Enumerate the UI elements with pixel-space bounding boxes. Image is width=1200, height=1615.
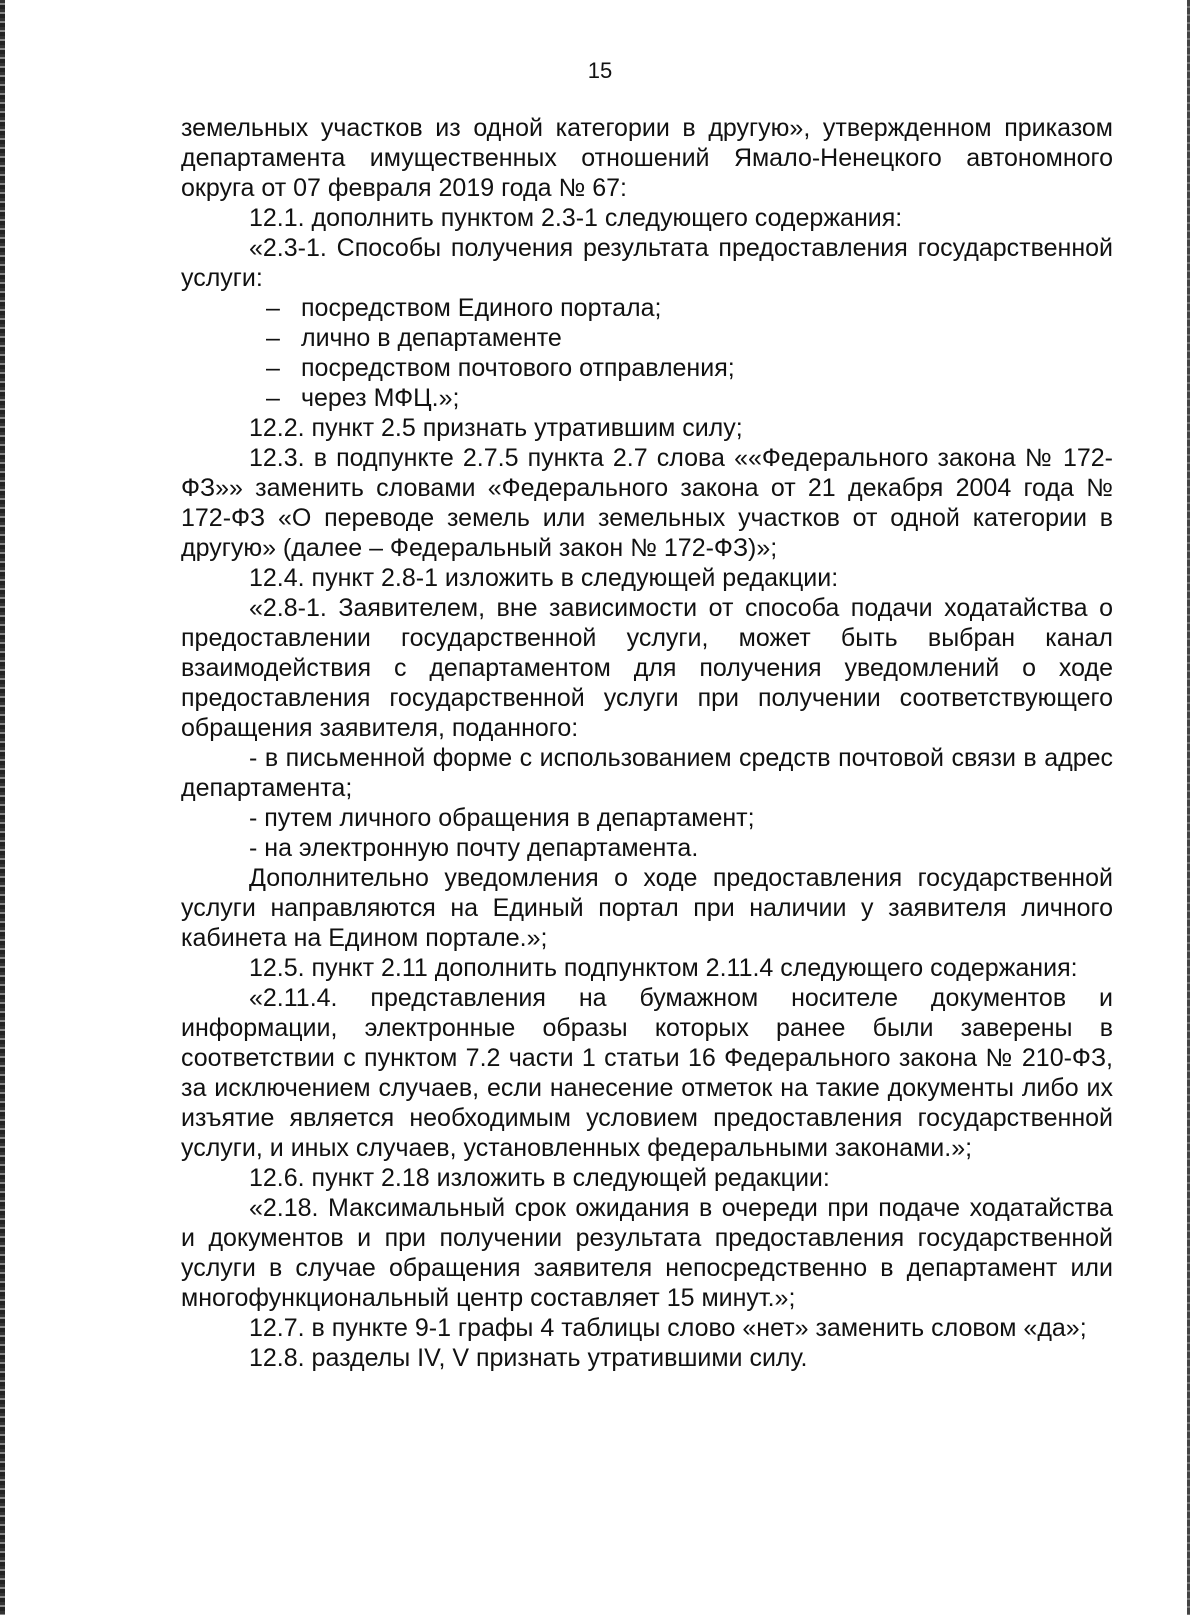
list-item: – посредством Единого портала; xyxy=(266,294,662,322)
list-item: - на электронную почту департамента. xyxy=(249,834,699,862)
paragraph-12-6: 12.6. пункт 2.18 изложить в следующей редакции: xyxy=(249,1164,830,1192)
paragraph-12-7: 12.7. в пункте 9-1 графы 4 таблицы слово «нет» заменить словом «да»; xyxy=(249,1314,1087,1342)
paragraph-additional: Дополнительно уведомления о ходе предоставления государственной услуги направляются на Единый портал при наличии у заявителя личного кабинета на Едином портале.»; xyxy=(181,864,1113,952)
page-number: 15 xyxy=(587,58,613,83)
scan-edge-left xyxy=(0,0,5,1615)
paragraph-12-5: 12.5. пункт 2.11 дополнить подпунктом 2.11.4 следующего содержания: xyxy=(249,954,1078,982)
scan-edge-right xyxy=(1187,0,1190,1615)
paragraph-2-8-1: «2.8-1. Заявителем, вне зависимости от способа подачи ходатайства о предоставлении государственной услуги, может быть выбран канал взаимодействия с департаментом для получения уведомлений о ходе предоставления государственной услуги при получении соответствующего обращения заявителя, поданного: xyxy=(181,594,1113,742)
paragraph-2-11-4: «2.11.4. представления на бумажном носителе документов и информации, электронные образы которых ранее были заверены в соответствии с пунктом 7.2 части 1 статьи 16 Федерального закона № 210-ФЗ, за исключением случаев, если нанесение отметок на такие документы либо их изъятие является необходимым условием предоставления государственной услуги, и иных случаев, установленных федеральными законами.»; xyxy=(181,984,1113,1162)
document-body xyxy=(181,113,1113,1373)
list-item: – посредством почтового отправления; xyxy=(266,354,735,382)
paragraph-12-2: 12.2. пункт 2.5 признать утратившим силу; xyxy=(249,414,743,442)
paragraph-12-4: 12.4. пункт 2.8-1 изложить в следующей редакции: xyxy=(249,564,839,592)
paragraph-2-3-1: «2.3-1. Способы получения результата предоставления государственной услуги: xyxy=(181,234,1113,292)
paragraph-2-18: «2.18. Максимальный срок ожидания в очереди при подаче ходатайства и документов и при получении результата предоставления государственной услуги в случае обращения заявителя непосредственно в департамент или многофункциональный центр составляет 15 минут.»; xyxy=(181,1194,1113,1312)
paragraph-intro: земельных участков из одной категории в другую», утвержденном приказом департамента имущественных отношений Ямало-Ненецкого автономного округа от 07 февраля 2019 года № 67: xyxy=(181,114,1113,202)
paragraph-12-1: 12.1. дополнить пунктом 2.3-1 следующего содержания: xyxy=(249,204,903,232)
list-item: – лично в департаменте xyxy=(266,324,562,352)
paragraph-12-8: 12.8. разделы IV, V признать утратившими силу. xyxy=(249,1344,808,1372)
list-item: - путем личного обращения в департамент; xyxy=(249,804,755,832)
paragraph-12-3: 12.3. в подпункте 2.7.5 пункта 2.7 слова ««Федерального закона № 172-ФЗ»» заменить словами «Федерального закона от 21 декабря 2004 года № 172-ФЗ «О переводе земель или земельных участков от одной категории в другую» (далее – Федеральный закон № 172-ФЗ)»; xyxy=(181,444,1113,562)
list-item: - в письменной форме с использованием средств почтовой связи в адрес департамента; xyxy=(181,744,1113,802)
list-item: – через МФЦ.»; xyxy=(266,384,460,412)
